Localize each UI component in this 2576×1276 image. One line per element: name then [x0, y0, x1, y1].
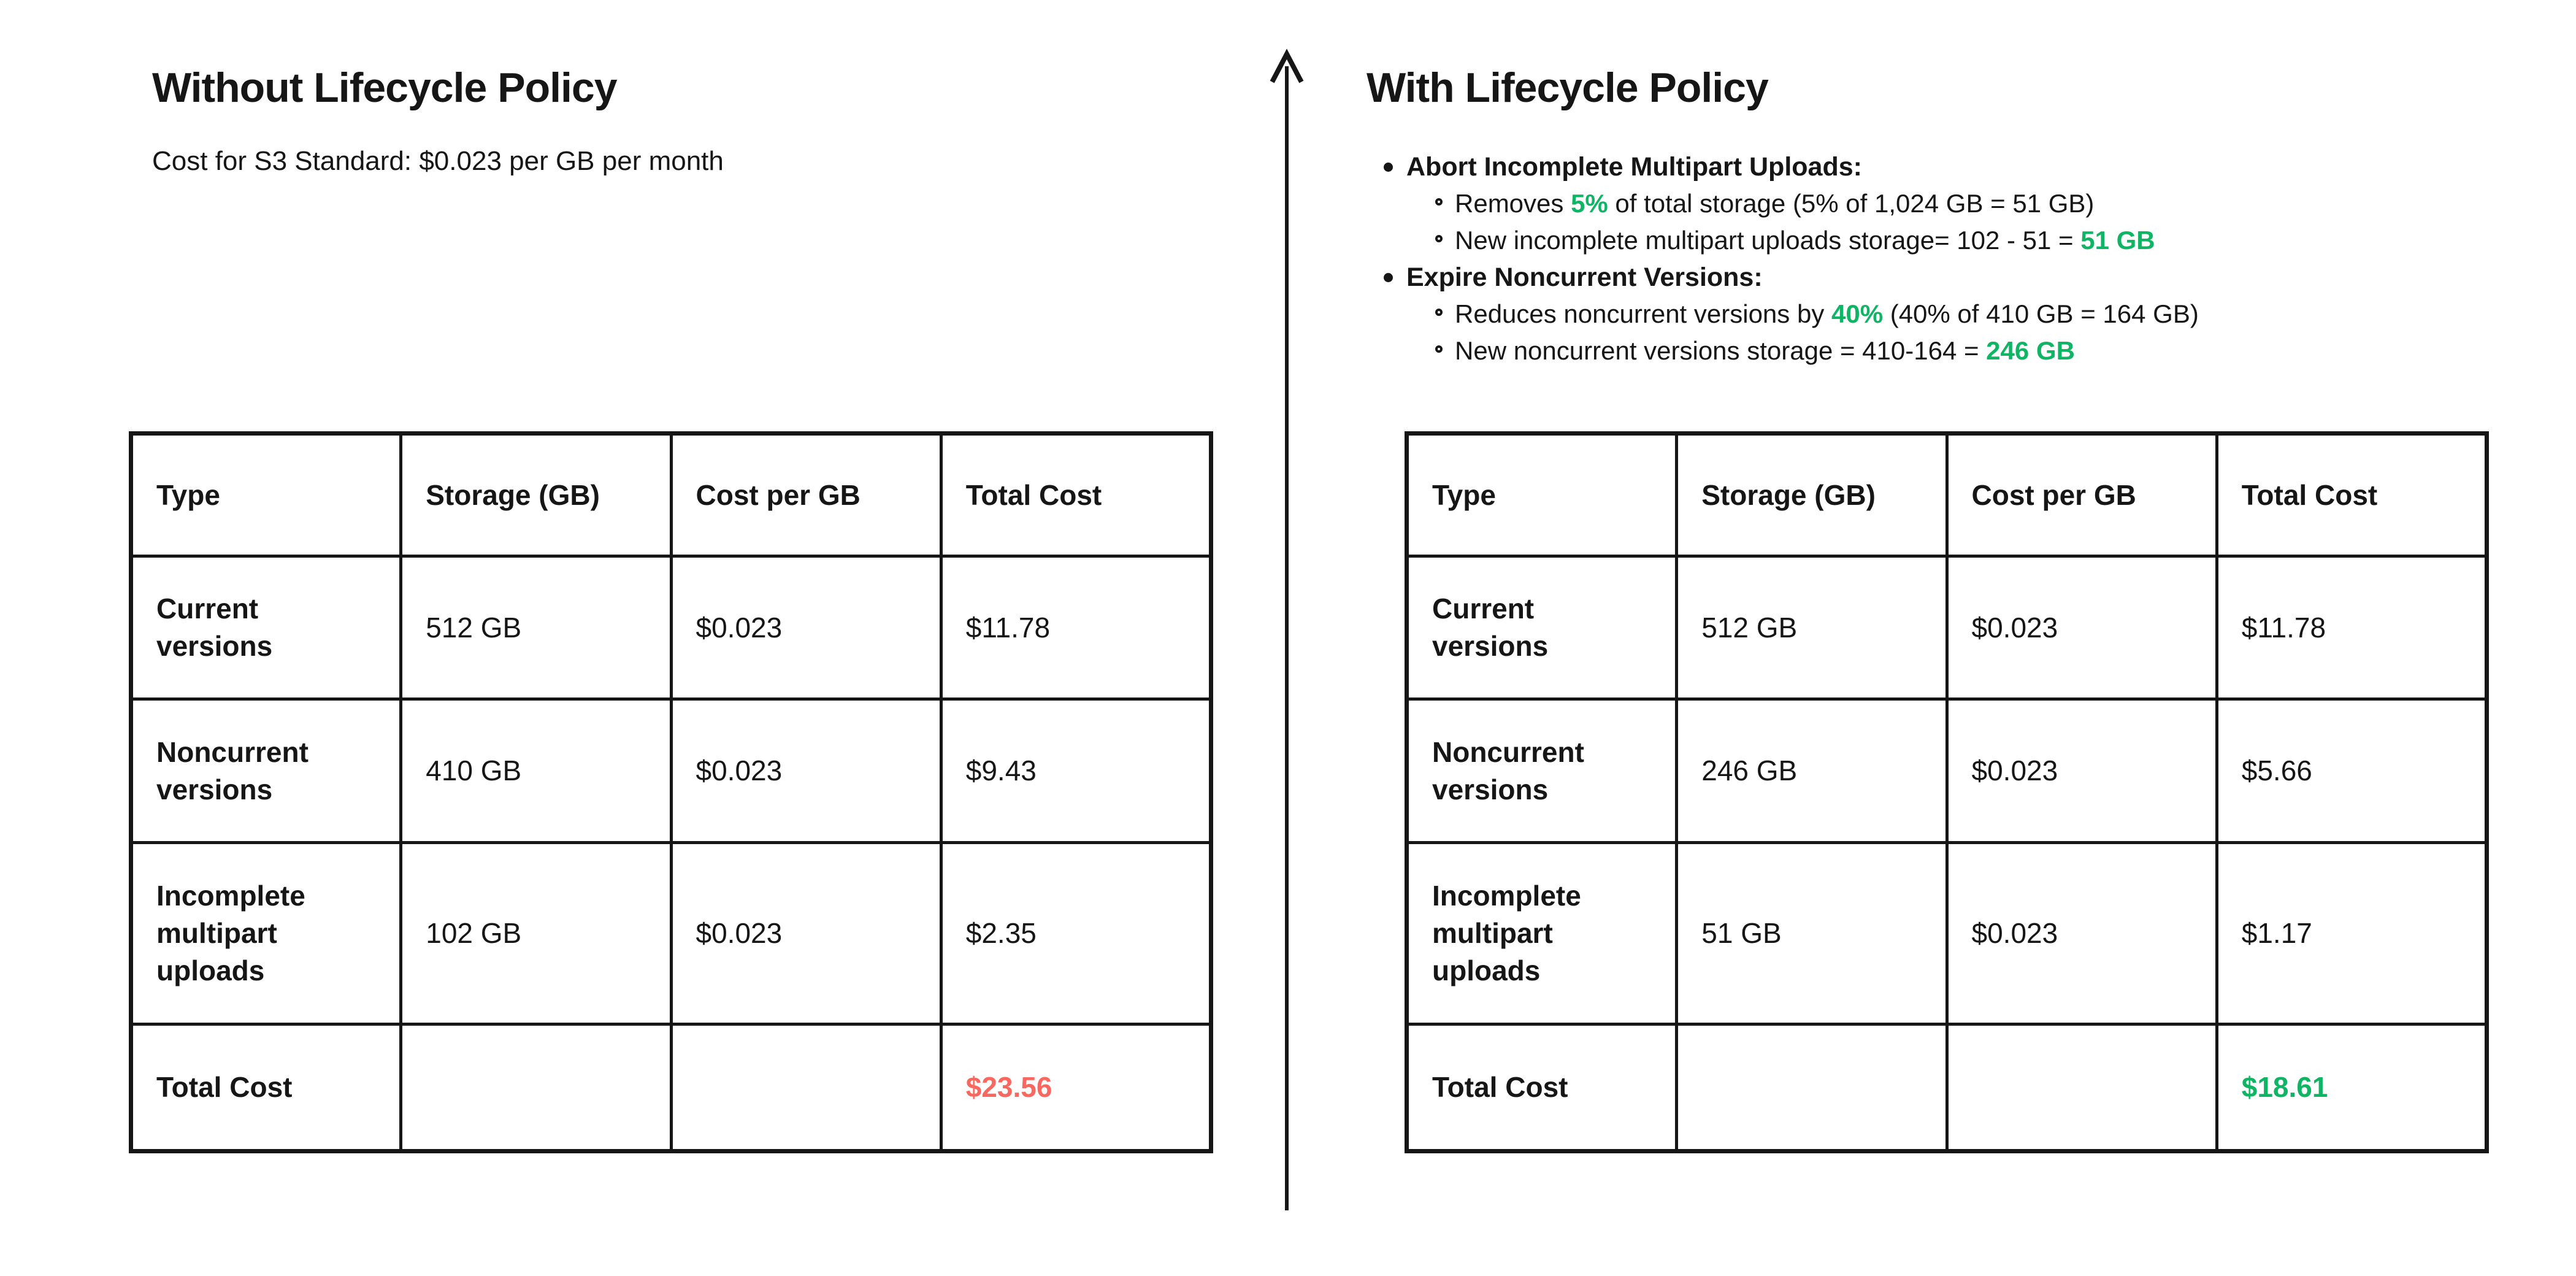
row-label-total-cost: Total Cost — [131, 1024, 401, 1151]
table-header-row — [1407, 434, 2487, 556]
highlight-value: 246 GB — [1986, 336, 2075, 365]
table-total-row — [1407, 1024, 2487, 1151]
sub-bullet — [1384, 332, 2518, 369]
right-pane-title: With Lifecycle Policy — [1367, 64, 1768, 111]
left-pane-title: Without Lifecycle Policy — [152, 64, 617, 111]
sub-bullet-text: New noncurrent versions storage = 410-164 = 246 GB — [1455, 336, 2075, 365]
bullet-dot-icon — [1384, 163, 1393, 172]
sub-bullet-text: Removes 5% of total storage (5% of 1,024 GB = 51 GB) — [1455, 189, 2095, 218]
table-row — [131, 699, 1211, 843]
lifecycle-policy-bullet-list — [1384, 148, 2518, 369]
column-header-cost-per-gb: Cost per GB — [671, 434, 941, 556]
bullet-circle-icon — [1435, 235, 1443, 242]
table-row — [1407, 556, 2487, 699]
cell-total: $11.78 — [941, 556, 1211, 699]
column-header-type: Type — [1407, 434, 1677, 556]
total-cost-value-without-policy: $23.56 — [941, 1024, 1211, 1151]
sub-bullet — [1384, 222, 2518, 259]
cell-storage-empty — [401, 1024, 671, 1151]
sub-bullet — [1384, 296, 2518, 332]
bullet-dot-icon — [1384, 273, 1393, 282]
cell-cost-per-gb: $0.023 — [1947, 699, 2217, 843]
column-header-type: Type — [131, 434, 401, 556]
highlight-value: 51 GB — [2080, 226, 2155, 255]
cell-cost-per-gb: $0.023 — [671, 699, 941, 843]
table-row — [131, 843, 1211, 1024]
cell-cost-per-gb-empty — [671, 1024, 941, 1151]
table-row — [1407, 843, 2487, 1024]
cell-total: $11.78 — [2217, 556, 2486, 699]
cell-storage: 51 GB — [1677, 843, 1947, 1024]
highlight-value: 5% — [1571, 189, 1608, 218]
bullet-circle-icon — [1435, 345, 1443, 353]
bullet-abort-multipart — [1384, 148, 2518, 185]
table-row — [1407, 699, 2487, 843]
cost-table-with-policy — [1405, 431, 2489, 1153]
cell-storage: 246 GB — [1677, 699, 1947, 843]
highlight-value: 40% — [1831, 299, 1884, 328]
bullet-circle-icon — [1435, 309, 1443, 316]
cell-storage: 512 GB — [401, 556, 671, 699]
cell-cost-per-gb: $0.023 — [671, 556, 941, 699]
table-row — [131, 556, 1211, 699]
column-header-total-cost: Total Cost — [2217, 434, 2486, 556]
cell-cost-per-gb-empty — [1947, 1024, 2217, 1151]
column-header-cost-per-gb: Cost per GB — [1947, 434, 2217, 556]
cell-total: $5.66 — [2217, 699, 2486, 843]
cell-storage: 410 GB — [401, 699, 671, 843]
cell-cost-per-gb: $0.023 — [1947, 556, 2217, 699]
row-label-noncurrent-versions: Noncurrent versions — [131, 699, 401, 843]
column-header-storage: Storage (GB) — [401, 434, 671, 556]
cell-cost-per-gb: $0.023 — [671, 843, 941, 1024]
row-label-current-versions: Current versions — [131, 556, 401, 699]
column-header-total-cost: Total Cost — [941, 434, 1211, 556]
bullet-circle-icon — [1435, 198, 1443, 206]
cell-storage: 512 GB — [1677, 556, 1947, 699]
row-label-incomplete-multipart: Incomplete multipart uploads — [131, 843, 401, 1024]
row-label-current-versions: Current versions — [1407, 556, 1677, 699]
sub-bullet-text: Reduces noncurrent versions by 40% (40% of 410 GB = 164 GB) — [1455, 299, 2199, 328]
bullet-label: Expire Noncurrent Versions: — [1406, 263, 1763, 292]
total-cost-value-with-policy: $18.61 — [2217, 1024, 2486, 1151]
cell-cost-per-gb: $0.023 — [1947, 843, 2217, 1024]
sub-bullet-text: New incomplete multipart uploads storage= 102 - 51 = 51 GB — [1455, 226, 2155, 255]
cell-storage-empty — [1677, 1024, 1947, 1151]
cell-total: $1.17 — [2217, 843, 2486, 1024]
row-label-noncurrent-versions: Noncurrent versions — [1407, 699, 1677, 843]
cell-total: $9.43 — [941, 699, 1211, 843]
column-header-storage: Storage (GB) — [1677, 434, 1947, 556]
cell-storage: 102 GB — [401, 843, 671, 1024]
up-arrow-icon — [1270, 48, 1304, 1220]
left-pane-subtitle: Cost for S3 Standard: $0.023 per GB per month — [152, 146, 724, 176]
row-label-incomplete-multipart: Incomplete multipart uploads — [1407, 843, 1677, 1024]
bullet-expire-noncurrent — [1384, 259, 2518, 296]
table-total-row — [131, 1024, 1211, 1151]
cost-table-without-policy — [129, 431, 1213, 1153]
sub-bullet — [1384, 185, 2518, 222]
bullet-label: Abort Incomplete Multipart Uploads: — [1406, 152, 1862, 182]
table-header-row — [131, 434, 1211, 556]
row-label-total-cost: Total Cost — [1407, 1024, 1677, 1151]
cell-total: $2.35 — [941, 843, 1211, 1024]
